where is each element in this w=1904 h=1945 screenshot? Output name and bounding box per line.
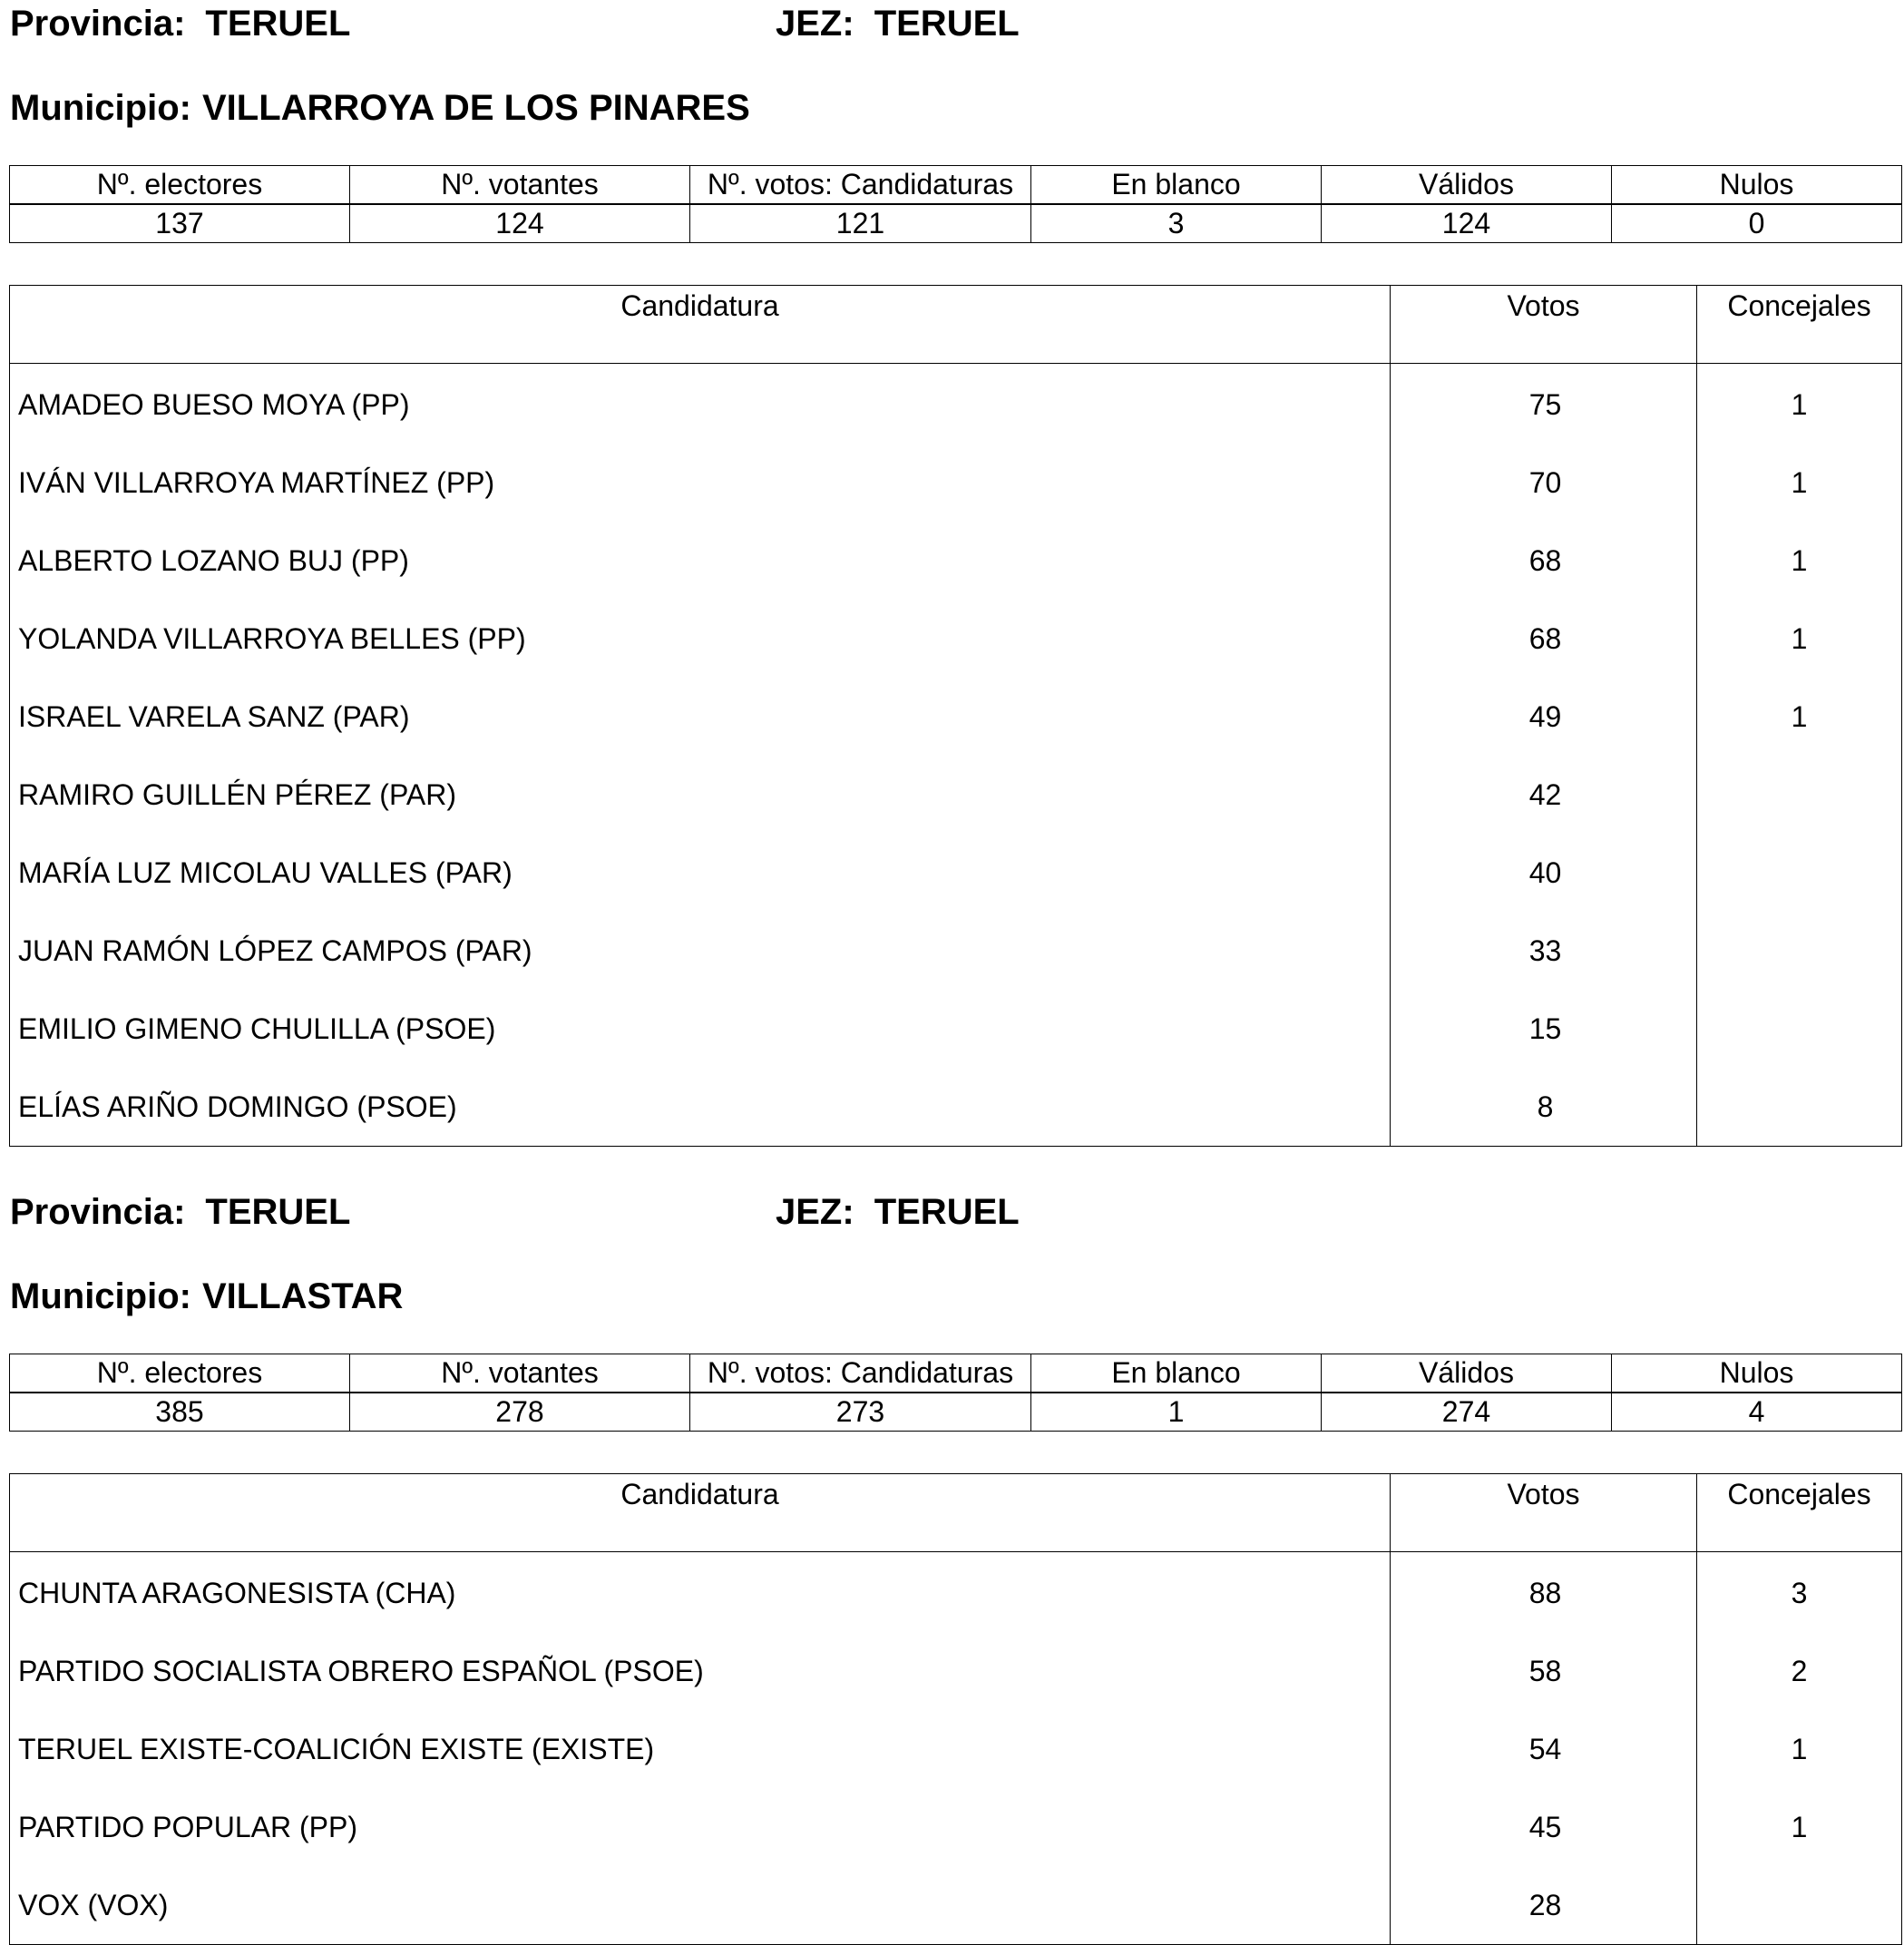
candidate-concejales: 1 bbox=[1697, 1788, 1902, 1866]
concejales-header: Concejales bbox=[1697, 1474, 1902, 1552]
candidate-votes: 58 bbox=[1391, 1632, 1697, 1710]
candidate-name: CHUNTA ARAGONESISTA (CHA) bbox=[18, 1576, 456, 1609]
candidate-concejales: 1 bbox=[1697, 364, 1902, 445]
candidate-concejales: 1 bbox=[1697, 600, 1902, 678]
candidate-votes: 45 bbox=[1391, 1788, 1697, 1866]
candidate-row bbox=[10, 1552, 1902, 1633]
stats-table bbox=[9, 165, 1902, 243]
provincia-label: Provincia: bbox=[10, 4, 186, 44]
municipio-label: Municipio: bbox=[10, 1276, 191, 1316]
stats-value-cell: 274 bbox=[1322, 1393, 1612, 1432]
candidate-name: TERUEL EXISTE-COALICIÓN EXISTE (EXISTE) bbox=[18, 1732, 655, 1765]
stats-header-row bbox=[10, 166, 1902, 204]
candidate-row bbox=[10, 1866, 1902, 1945]
municipio-heading bbox=[10, 86, 750, 130]
candidate-votes: 40 bbox=[1391, 834, 1697, 912]
votos-header: Votos bbox=[1391, 1474, 1697, 1552]
provincia-value: TERUEL bbox=[205, 4, 351, 44]
stats-value-cell: 0 bbox=[1612, 205, 1902, 243]
jez-heading bbox=[776, 2, 1020, 45]
candidate-row bbox=[10, 364, 1902, 445]
candidate-votes: 75 bbox=[1391, 364, 1697, 445]
stats-header-cell: Nº. votos: Candidaturas bbox=[690, 1354, 1031, 1393]
candidate-concejales: 3 bbox=[1697, 1552, 1902, 1633]
candidate-concejales bbox=[1697, 990, 1902, 1068]
candidate-row bbox=[10, 1710, 1902, 1788]
candidates-table bbox=[9, 285, 1902, 1147]
candidate-row bbox=[10, 522, 1902, 600]
stats-value-cell: 385 bbox=[10, 1393, 350, 1432]
municipio-value: VILLASTAR bbox=[201, 1276, 404, 1316]
jez-label: JEZ: bbox=[776, 4, 854, 44]
municipio-heading bbox=[10, 1275, 403, 1318]
candidate-name: PARTIDO POPULAR (PP) bbox=[18, 1810, 357, 1843]
stats-header-cell: Válidos bbox=[1322, 166, 1612, 204]
stats-header-cell: Nº. votos: Candidaturas bbox=[690, 166, 1031, 204]
stats-value-cell: 3 bbox=[1031, 205, 1322, 243]
candidate-votes: 54 bbox=[1391, 1710, 1697, 1788]
votos-header: Votos bbox=[1391, 286, 1697, 364]
candidate-name: VOX (VOX) bbox=[18, 1888, 169, 1921]
candidate-name: ALBERTO LOZANO BUJ (PP) bbox=[18, 543, 409, 577]
stats-header-cell: En blanco bbox=[1031, 1354, 1322, 1393]
candidate-row bbox=[10, 444, 1902, 522]
stats-header-cell: Nº. electores bbox=[10, 166, 350, 204]
candidate-row bbox=[10, 600, 1902, 678]
candidate-name: PARTIDO SOCIALISTA OBRERO ESPAÑOL (PSOE) bbox=[18, 1654, 704, 1687]
stats-value-cell: 124 bbox=[350, 205, 690, 243]
stats-value-cell: 4 bbox=[1612, 1393, 1902, 1432]
stats-header-cell: Nº. votantes bbox=[350, 166, 690, 204]
municipio-value: VILLARROYA DE LOS PINARES bbox=[201, 88, 750, 128]
stats-header-cell: Nº. electores bbox=[10, 1354, 350, 1393]
stats-value-cell: 278 bbox=[350, 1393, 690, 1432]
candidate-row bbox=[10, 990, 1902, 1068]
jez-value: TERUEL bbox=[874, 4, 1020, 44]
stats-value-cell: 137 bbox=[10, 205, 350, 243]
candidate-concejales: 1 bbox=[1697, 522, 1902, 600]
candidate-votes: 68 bbox=[1391, 600, 1697, 678]
municipio-label: Municipio: bbox=[10, 88, 191, 128]
candidate-row bbox=[10, 834, 1902, 912]
candidate-concejales: 2 bbox=[1697, 1632, 1902, 1710]
candidate-name: RAMIRO GUILLÉN PÉREZ (PAR) bbox=[18, 777, 457, 811]
candidatura-header: Candidatura bbox=[10, 286, 1391, 364]
candidate-votes: 15 bbox=[1391, 990, 1697, 1068]
candidate-name: MARÍA LUZ MICOLAU VALLES (PAR) bbox=[18, 855, 513, 889]
jez-heading bbox=[776, 1190, 1020, 1234]
candidatura-header: Candidatura bbox=[10, 1474, 1391, 1552]
stats-value-cell: 273 bbox=[690, 1393, 1031, 1432]
stats-value-row bbox=[10, 205, 1902, 243]
candidate-name: ISRAEL VARELA SANZ (PAR) bbox=[18, 699, 410, 733]
candidates-header-row bbox=[10, 286, 1902, 364]
candidate-concejales bbox=[1697, 756, 1902, 834]
provincia-heading bbox=[10, 1190, 350, 1234]
provincia-heading bbox=[10, 2, 350, 45]
candidate-name: JUAN RAMÓN LÓPEZ CAMPOS (PAR) bbox=[18, 933, 532, 967]
candidate-concejales: 1 bbox=[1697, 678, 1902, 756]
candidate-row bbox=[10, 1068, 1902, 1147]
candidate-name: EMILIO GIMENO CHULILLA (PSOE) bbox=[18, 1012, 496, 1045]
candidate-concejales bbox=[1697, 1068, 1902, 1147]
candidate-votes: 88 bbox=[1391, 1552, 1697, 1633]
candidate-votes: 33 bbox=[1391, 912, 1697, 990]
stats-value-cell: 121 bbox=[690, 205, 1031, 243]
candidate-row bbox=[10, 678, 1902, 756]
candidate-votes: 49 bbox=[1391, 678, 1697, 756]
provincia-label: Provincia: bbox=[10, 1192, 186, 1232]
stats-header-row bbox=[10, 1354, 1902, 1393]
candidate-row bbox=[10, 1788, 1902, 1866]
candidate-votes: 68 bbox=[1391, 522, 1697, 600]
concejales-header: Concejales bbox=[1697, 286, 1902, 364]
candidates-header-row bbox=[10, 1474, 1902, 1552]
candidate-name: ELÍAS ARIÑO DOMINGO (PSOE) bbox=[18, 1090, 457, 1123]
stats-header-cell: Nº. votantes bbox=[350, 1354, 690, 1393]
stats-value-cell: 124 bbox=[1322, 205, 1612, 243]
candidate-votes: 70 bbox=[1391, 444, 1697, 522]
candidates-table bbox=[9, 1473, 1902, 1945]
candidate-row bbox=[10, 1632, 1902, 1710]
candidate-votes: 28 bbox=[1391, 1866, 1697, 1945]
stats-header-cell: Nulos bbox=[1612, 166, 1902, 204]
candidate-concejales: 1 bbox=[1697, 1710, 1902, 1788]
candidate-name: YOLANDA VILLARROYA BELLES (PP) bbox=[18, 621, 526, 655]
stats-header-cell: Nulos bbox=[1612, 1354, 1902, 1393]
candidate-row bbox=[10, 912, 1902, 990]
provincia-value: TERUEL bbox=[205, 1192, 351, 1232]
candidate-concejales bbox=[1697, 834, 1902, 912]
jez-label: JEZ: bbox=[776, 1192, 854, 1232]
stats-table bbox=[9, 1354, 1902, 1432]
stats-value-cell: 1 bbox=[1031, 1393, 1322, 1432]
stats-value-row bbox=[10, 1393, 1902, 1432]
candidate-concejales bbox=[1697, 912, 1902, 990]
candidate-concejales bbox=[1697, 1866, 1902, 1945]
candidate-name: AMADEO BUESO MOYA (PP) bbox=[18, 387, 410, 421]
candidate-name: IVÁN VILLARROYA MARTÍNEZ (PP) bbox=[18, 465, 495, 499]
stats-header-cell: Válidos bbox=[1322, 1354, 1612, 1393]
candidate-concejales: 1 bbox=[1697, 444, 1902, 522]
stats-header-cell: En blanco bbox=[1031, 166, 1322, 204]
candidate-votes: 42 bbox=[1391, 756, 1697, 834]
candidate-votes: 8 bbox=[1391, 1068, 1697, 1147]
candidate-row bbox=[10, 756, 1902, 834]
jez-value: TERUEL bbox=[874, 1192, 1020, 1232]
